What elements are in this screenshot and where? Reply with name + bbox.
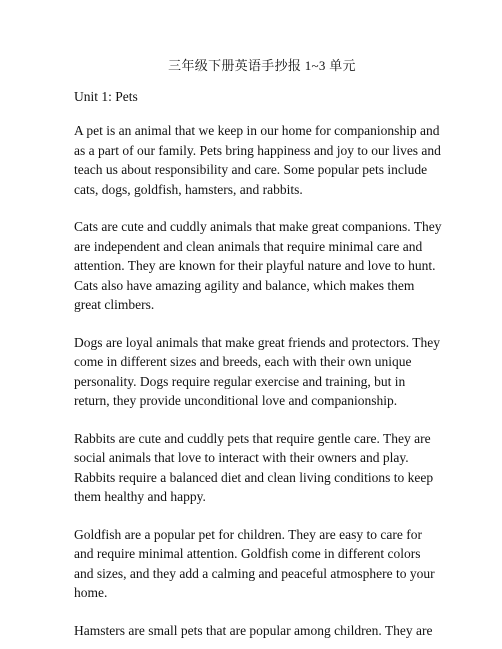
document-title: 三年级下册英语手抄报 1~3 单元 bbox=[168, 58, 356, 73]
unit-heading: Unit 1: Pets bbox=[74, 89, 138, 104]
paragraph-pets-intro: A pet is an animal that we keep in our home for companionship and as a part of our family. Pets bring happiness and joy to our lives and teach us about responsibility and care. Some popular pets include cats, dogs, goldfish, hamsters, and rabbits. bbox=[74, 123, 441, 197]
paragraph-dogs: Dogs are loyal animals that make great friends and protectors. They come in different sizes and breeds, each with their own unique personality. Dogs require regular exercise and training, but in return, they provide unconditional love and companionship. bbox=[74, 334, 441, 408]
paragraph-rabbits: Rabbits are cute and cuddly pets that require gentle care. They are social animals that love to interact with their owners and play. Rabbits require a balanced diet and clean living conditions to keep them healthy and happy. bbox=[74, 430, 434, 504]
paragraph-hamsters: Hamsters are small pets that are popular among children. They are bbox=[74, 622, 433, 638]
paragraph-cats: Cats are cute and cuddly animals that make great companions. They are independent and clean animals that require minimal care and attention. They are known for their playful nature and love to hunt. Cats also have amazing agility and balance, which makes them great climbers. bbox=[74, 219, 442, 312]
paragraph-goldfish: Goldfish are a popular pet for children. They are easy to care for and require minimal attention. Goldfish come in different colors and sizes, and they add a calming and peaceful atmosphere to your home. bbox=[74, 526, 435, 600]
